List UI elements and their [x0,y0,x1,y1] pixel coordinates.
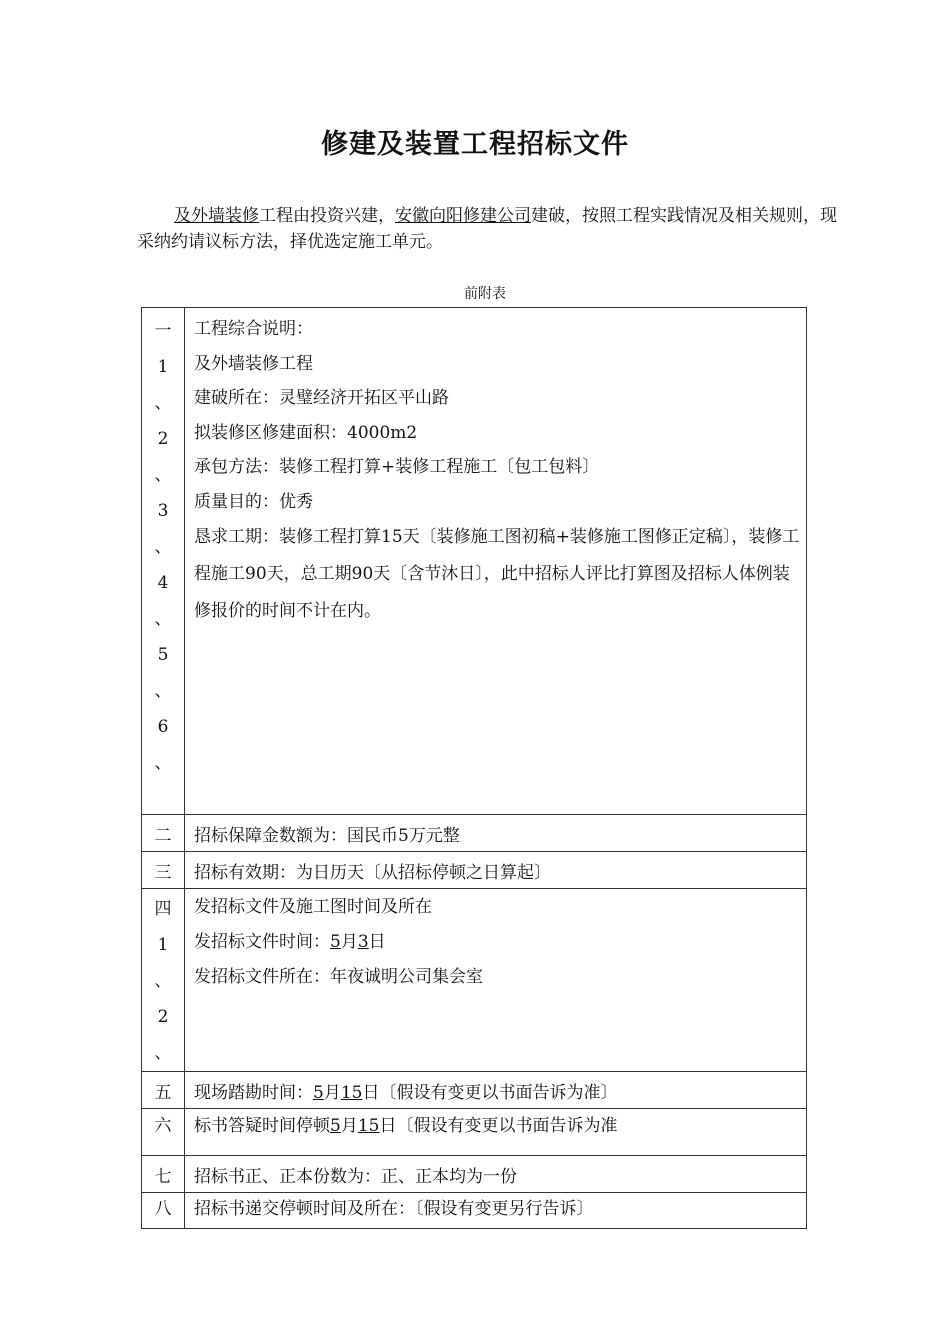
item-number: 6 [157,717,169,737]
table-row [142,1156,807,1193]
row-number-cell [142,889,185,1072]
section-heading: 发招标文件及施工图时间及所在 [194,897,432,917]
item-separator: 、 [154,537,172,557]
intro-paragraph [137,203,837,255]
appendix-table [141,307,807,1229]
detail-line: 恳求工期：装修工程打算15天〔装修施工图初稿+装修施工图修正定稿〕，装修工程施工90天，总工期90天〔含节沐日〕，此中招标人评比打算图及招标人体例装修报价的时间不计在内。 [194,527,800,621]
detail-line [194,925,800,960]
month-unit: 月 [340,1116,358,1136]
item-separator: 、 [154,971,172,991]
item-separator: 、 [154,393,172,413]
item-number: 1 [157,357,169,377]
project-name: 及外墙装修 [174,206,259,226]
row-number: 四 [154,899,172,919]
item-number: 5 [157,645,169,665]
day-value: 15 [340,1082,363,1103]
item-separator: 、 [154,753,172,773]
row-number-cell [142,308,185,815]
item-separator: 、 [154,1043,172,1063]
detail-line: 发招标文件所在：年夜诚明公司集会室 [194,967,483,987]
document-title: 修建及装置工程招标文件 [321,129,629,160]
section-heading: 工程综合说明： [194,319,313,339]
table-row [142,1072,807,1109]
table-row [142,1193,807,1229]
table-row [142,852,807,889]
day-value: 3 [357,932,369,952]
table-caption: 前附表 [464,286,506,302]
item-number: 4 [157,573,169,593]
item-number: 2 [157,429,169,449]
row-number: 二 [142,815,185,852]
row-number: 七 [142,1156,185,1193]
row-content: 招标书正、正本份数为：正、正本均为一份 [185,1156,807,1193]
item-number: 2 [157,1007,169,1027]
table-row [142,308,807,815]
row-content: 招标书递交停顿时间及所在：〔假设有变更另行告诉〕 [185,1193,807,1229]
table-row [142,1109,807,1156]
table-row [142,815,807,852]
row-number: 八 [142,1193,185,1229]
detail-line: 建破所在：灵璧经济开拓区平山路 [194,388,449,408]
day-value: 15 [357,1116,380,1136]
item-separator: 、 [154,681,172,701]
month-unit: 月 [323,1082,341,1103]
item-separator: 、 [154,609,172,629]
row-content [185,1109,807,1156]
detail-line: 及外墙装修工程 [194,353,313,374]
detail-label: 现场踏勘时间： [194,1082,313,1103]
detail-label: 标书答疑时间停顿 [194,1116,330,1136]
month-value: 5 [330,1116,341,1136]
detail-label: 发招标文件时间： [194,932,330,952]
row-content: 招标有效期：为日历天〔从招标停顿之日算起〕 [185,852,807,889]
item-number: 3 [157,501,169,521]
detail-text: 日〔假设有变更以书面告诉为准〕 [362,1082,618,1103]
detail-line: 质量目的：优秀 [194,491,313,512]
month-value: 5 [313,1082,324,1103]
table-row [142,889,807,1072]
intro-text-2: 建破，按照工程实践情况及相关规则，现采纳约请议标方法，择优选定施工单元。 [137,206,837,252]
company-name: 安徽向阳修建公司 [395,206,531,226]
detail-line: 承包方法：装修工程打算+装修工程施工〔包工包料〕 [194,457,600,477]
row-content [185,1072,807,1109]
month-value: 5 [330,932,341,952]
row-number: 五 [142,1072,185,1109]
row-number: 一 [154,321,172,341]
detail-line: 拟装修区修建面积：4000m2 [194,422,418,443]
month-unit: 月 [340,932,358,952]
item-number: 1 [157,935,169,955]
item-separator: 、 [154,465,172,485]
day-unit: 日 [368,932,386,952]
intro-text-1: 工程由投资兴建， [259,206,395,226]
row-content-cell [185,889,807,1072]
row-content-cell [185,308,807,815]
row-number: 三 [142,852,185,889]
row-content: 招标保障金数额为：国民币5万元整 [185,815,807,852]
detail-text: 日〔假设有变更以书面告诉为准 [379,1116,618,1136]
row-number: 六 [142,1109,185,1156]
